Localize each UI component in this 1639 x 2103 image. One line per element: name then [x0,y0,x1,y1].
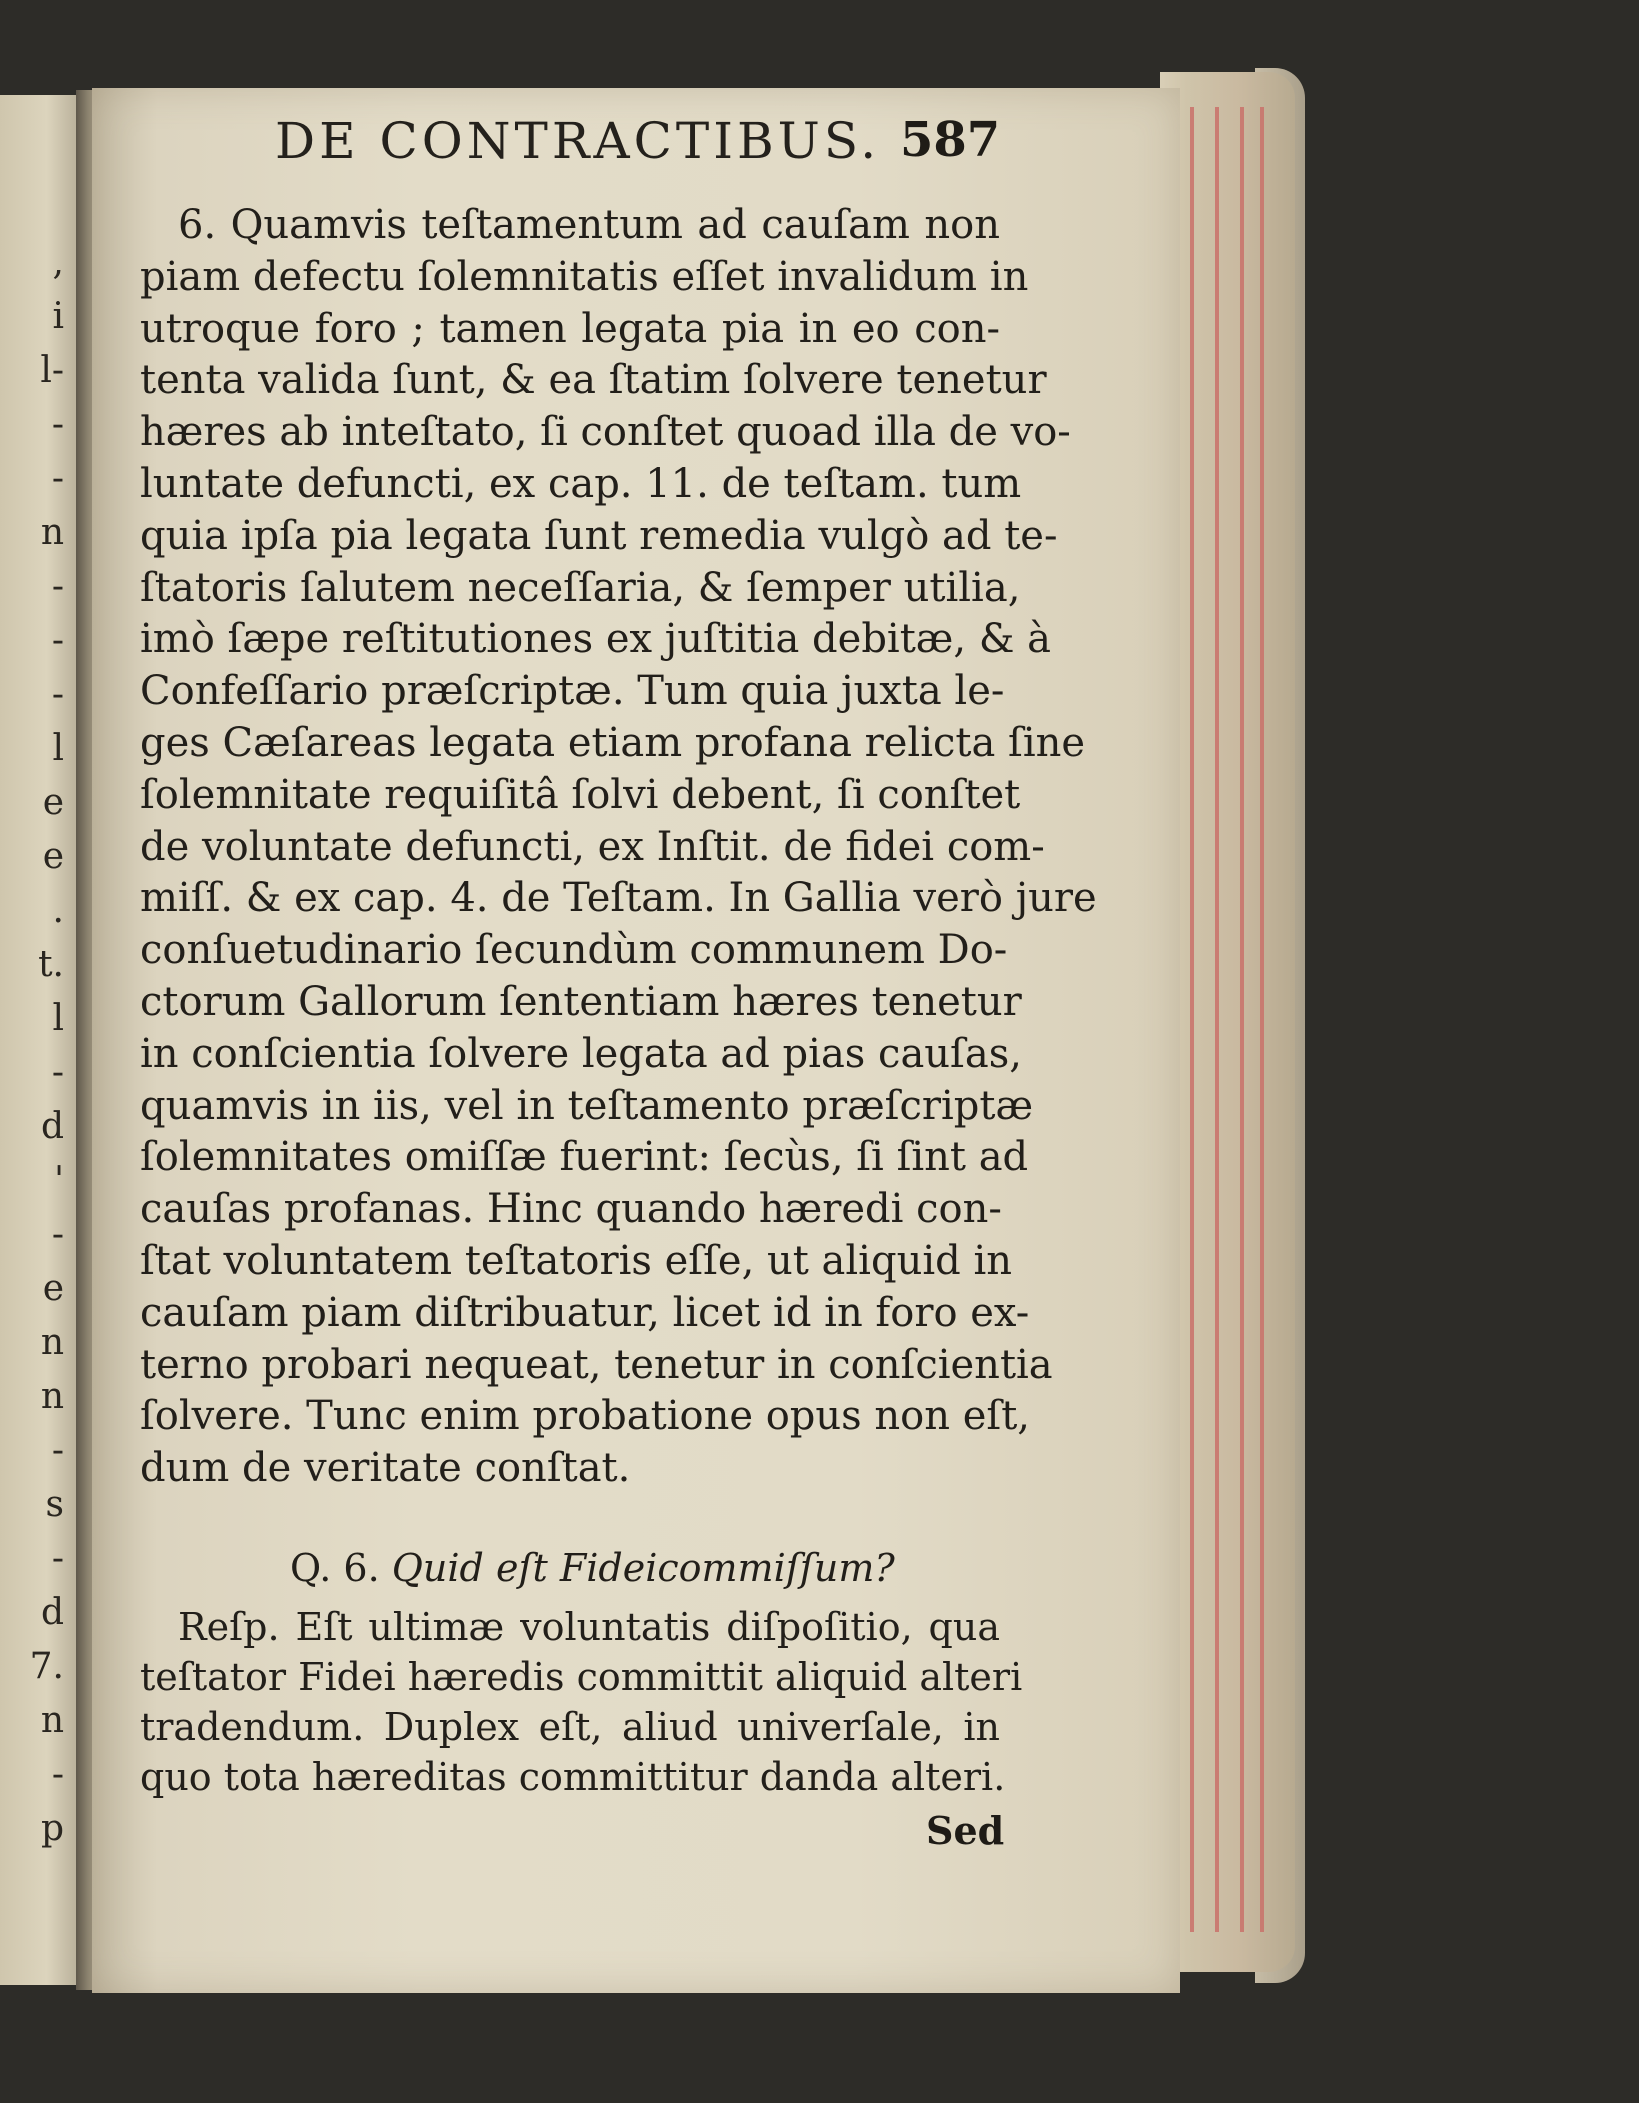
text-line: cauſam piam diſtribuatur, licet id in foro ex- [140,1289,1030,1336]
previous-page-line-fragment: - [51,458,64,499]
previous-page-line-fragment: l [52,998,64,1039]
text-line: luntate defuncti, ex cap. 11. de teſtam. tum [140,460,1022,507]
previous-page-line-fragment: - [51,1214,64,1255]
previous-page-line-fragment: p [40,1808,64,1849]
previous-page-line-fragment: t. [38,944,64,985]
text-line: ges Cæſareas legata etiam profana relicta ſine [140,719,1086,766]
previous-page-line-fragment: n [40,512,64,553]
answer-line: teſtator Fidei hæredis committit aliquid alteri [140,1655,1023,1699]
question-label: Q. 6. [290,1546,380,1590]
previous-page-line-fragment: - [51,674,64,715]
previous-page-line-fragment: . [52,890,64,931]
text-line: conſuetudinario ſecundùm communem Do- [140,927,1008,974]
text-line: ctorum Gallorum ſententiam hæres tenetur [140,978,1022,1025]
previous-page-line-fragment: , [52,242,64,283]
previous-page-line-fragment: d [40,1106,64,1147]
question-text: Quid eſt Fideicommiſſum? [391,1546,895,1590]
previous-page-edge [0,95,78,1985]
text-line: Confeſſario præſcriptæ. Tum quia juxta le- [140,668,1005,715]
answer-paragraph [140,1602,1023,1802]
answer-line: quo tota hæreditas committitur danda alteri. [140,1755,1006,1799]
text-line: utroque foro ; tamen legata pia in eo con- [140,305,1000,352]
previous-page-line-fragment: n [40,1322,64,1363]
previous-page-line-fragment: l [52,728,64,769]
previous-page-line-fragment: - [51,1754,64,1795]
previous-page-line-fragment: - [51,566,64,607]
text-line: ſtat voluntatem teſtatoris eſſe, ut aliquid in [140,1237,1013,1284]
previous-page-line-fragment: n [40,1376,64,1417]
previous-page-line-fragment: l- [40,350,64,391]
question-heading [290,1546,895,1590]
text-line: miſſ. & ex cap. 4. de Teſtam. In Gallia verò jure [140,875,1097,922]
running-head-title: DE CONTRACTIBUS. [275,112,881,170]
answer-line: tradendum. Duplex eſt, aliud univerſale, in [140,1705,1000,1749]
previous-page-line-fragment: ' [54,1160,64,1201]
text-line: cauſas profanas. Hinc quando hæredi con- [140,1186,1002,1233]
previous-page-line-fragment: n [40,1700,64,1741]
previous-page-line-fragment: e [42,1268,64,1309]
previous-page-line-fragment: s [45,1484,64,1525]
text-line: dum de veritate conſtat. [140,1445,631,1492]
previous-page-line-fragment: e [42,782,64,823]
text-line: quia ipſa pia legata ſunt remedia vulgò ad te- [140,512,1058,559]
text-line: in conſcientia ſolvere legata ad pias cauſas, [140,1030,1022,1077]
previous-page-line-fragment: - [51,404,64,445]
previous-page-line-fragment: - [51,620,64,661]
previous-page-line-fragment: - [51,1538,64,1579]
paragraph-6 [140,200,1097,1495]
text-line: ſolvere. Tunc enim probatione opus non eſt, [140,1393,1030,1440]
catchword: Sed [926,1808,1005,1853]
text-line: imò ſæpe reſtitutiones ex juſtitia debitæ, & à [140,616,1051,663]
previous-page-line-fragment: d [40,1592,64,1633]
text-line: de voluntate defuncti, ex Inſtit. de fidei com- [140,823,1045,870]
answer-line: Reſp. Eſt ultimæ voluntatis diſpoſitio, qua [178,1605,1000,1649]
text-line: piam defectu ſolemnitatis eſſet invalidum in [140,253,1029,300]
previous-page-line-fragment: i [52,296,64,337]
previous-page-line-fragment: - [51,1430,64,1471]
previous-page-line-fragment: - [51,1052,64,1093]
text-line: ſtatoris ſalutem neceſſaria, & ſemper utilia, [140,564,1021,611]
text-line: hæres ab inteſtato, ſi conſtet quoad illa de vo- [140,409,1071,456]
running-head [180,112,1000,182]
text-line: terno probari nequeat, tenetur in conſcientia [140,1341,1053,1388]
text-line: ſolemnitates omiſſæ fuerint: ſecùs, ſi ſint ad [140,1134,1029,1181]
previous-page-line-fragment: e [42,836,64,877]
text-line: 6. Quamvis teſtamentum ad cauſam non [178,202,1000,248]
text-line: tenta valida ſunt, & ea ſtatim ſolvere tenetur [140,357,1047,404]
page-number: 587 [900,112,1001,168]
page-stack [1160,72,1295,1972]
text-line: ſolemnitate requiſitâ ſolvi debent, ſi conſtet [140,771,1021,818]
previous-page-line-fragment: 7. [29,1646,64,1687]
text-line: quamvis in iis, vel in teſtamento præſcriptæ [140,1082,1034,1129]
